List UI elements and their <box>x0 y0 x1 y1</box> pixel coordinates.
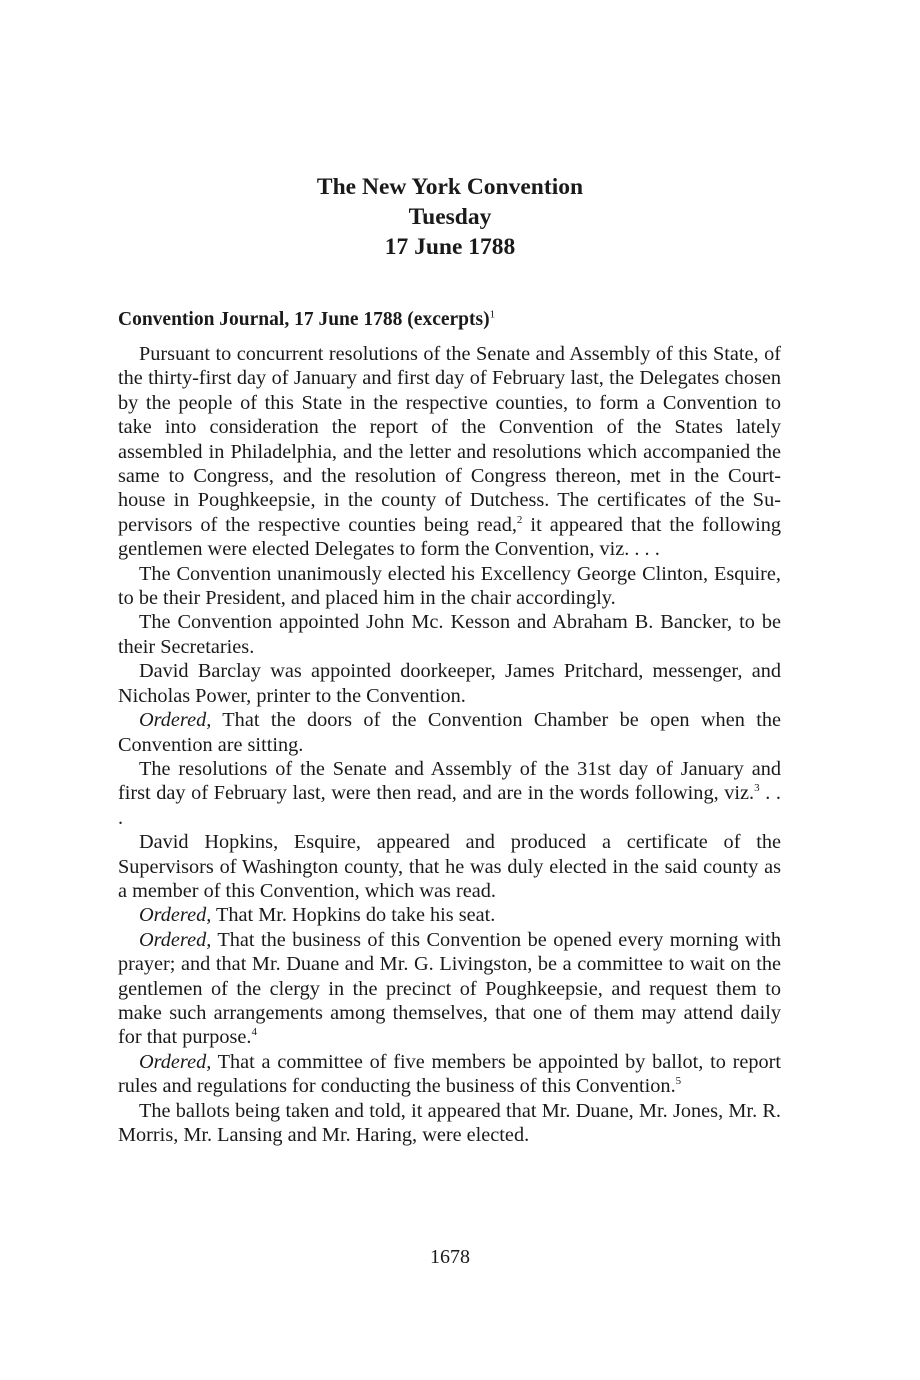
ordered-label: Ordered, <box>139 904 212 927</box>
paragraph-6 <box>118 757 781 830</box>
section-heading <box>118 306 495 334</box>
title-line-2: Tuesday <box>408 204 492 230</box>
paragraph-3: The Convention appointed John Mc. Kesson and Abraham B. Bancker, to be their Secretaries. <box>118 611 781 658</box>
paragraph-8 <box>118 903 781 927</box>
paragraph-1 <box>118 342 781 562</box>
paragraph-5-text: That the doors of the Convention Chamber be open when the Convention are sitting. <box>118 709 781 756</box>
ordered-label: Ordered, <box>139 1050 212 1073</box>
paragraph-2: The Convention unanimously elected his Excellency George Clinton, Esquire, to be their President, and placed him in the chair accordingly. <box>118 562 781 610</box>
ordered-label: Ordered, <box>139 709 212 732</box>
journal-body <box>118 342 781 1147</box>
page-number: 1678 <box>430 1246 470 1268</box>
ordered-label: Ordered, <box>139 928 212 951</box>
footnote-ref-2: 2 <box>516 514 523 527</box>
paragraph-1-text-continued: it appeared that the following gentlemen were elected Delegates to form the Convention, viz. . . . <box>118 513 781 561</box>
paragraph-5 <box>118 708 781 757</box>
paragraph-10-text: That a committee of five members be appointed by ballot, to report rules and regulations for conducting the business of this Convention. <box>118 1050 781 1098</box>
paragraph-6-text-continued: . . . <box>118 782 781 829</box>
paragraph-9-text: That the business of this Convention be opened every morning with prayer; and that Mr. Duane and Mr. G. Livingston, be a committee to wait on the gentlemen of the clergy in the precinct of Poughkeepsie, and request them to make such arrangements among themselves, that one of them may attend daily for that purpose. <box>118 928 781 1049</box>
paragraph-10 <box>118 1050 781 1099</box>
title-line-3: 17 June 1788 <box>384 234 516 260</box>
paragraph-4: David Barclay was appointed doorkeeper, James Pritchard, messenger, and Nicholas Power, printer to the Convention. <box>118 660 781 707</box>
section-heading-text: Convention Journal, 17 June 1788 (excerpts) <box>118 309 490 330</box>
title-line-1: The New York Convention <box>316 174 584 200</box>
paragraph-9 <box>118 928 781 1050</box>
footnote-ref-1: 1 <box>489 308 496 321</box>
page-title <box>0 172 900 262</box>
paragraph-7: David Hopkins, Esquire, appeared and produced a certificate of the Supervisors of Washington county, that he was duly elected in the said county as a member of this Convention, which was read. <box>118 831 781 902</box>
footnote-ref-3: 3 <box>754 782 760 795</box>
paragraph-6-text: The resolutions of the Senate and Assembly of the 31st day of January and first day of February last, were then read, and are in the words following, viz. <box>118 757 781 805</box>
footnote-ref-5: 5 <box>675 1075 682 1088</box>
paragraph-11: The ballots being taken and told, it appeared that Mr. Duane, Mr. Jones, Mr. R. Morris, Mr. Lansing and Mr. Haring, were elected. <box>118 1099 781 1146</box>
paragraph-8-text: That Mr. Hopkins do take his seat. <box>211 904 496 927</box>
footnote-ref-4: 4 <box>251 1026 257 1039</box>
paragraph-1-text: Pursuant to concurrent resolutions of the Senate and Assembly of this State, of the thirty-first day of January and first day of February last, the Delegates chosen by the people of this State in the respective counties, to form a Convention to take into consideration the report of the Convention of the States lately assembled in Philadelphia, and the letter and resolutions which accompanied the same to Congress, and the resolution of Congress thereon, met in the Court-house in Poughkeepsie, in the county of Dutchess. The certificates of the Supervisors of the respective counties being read, <box>118 343 781 536</box>
